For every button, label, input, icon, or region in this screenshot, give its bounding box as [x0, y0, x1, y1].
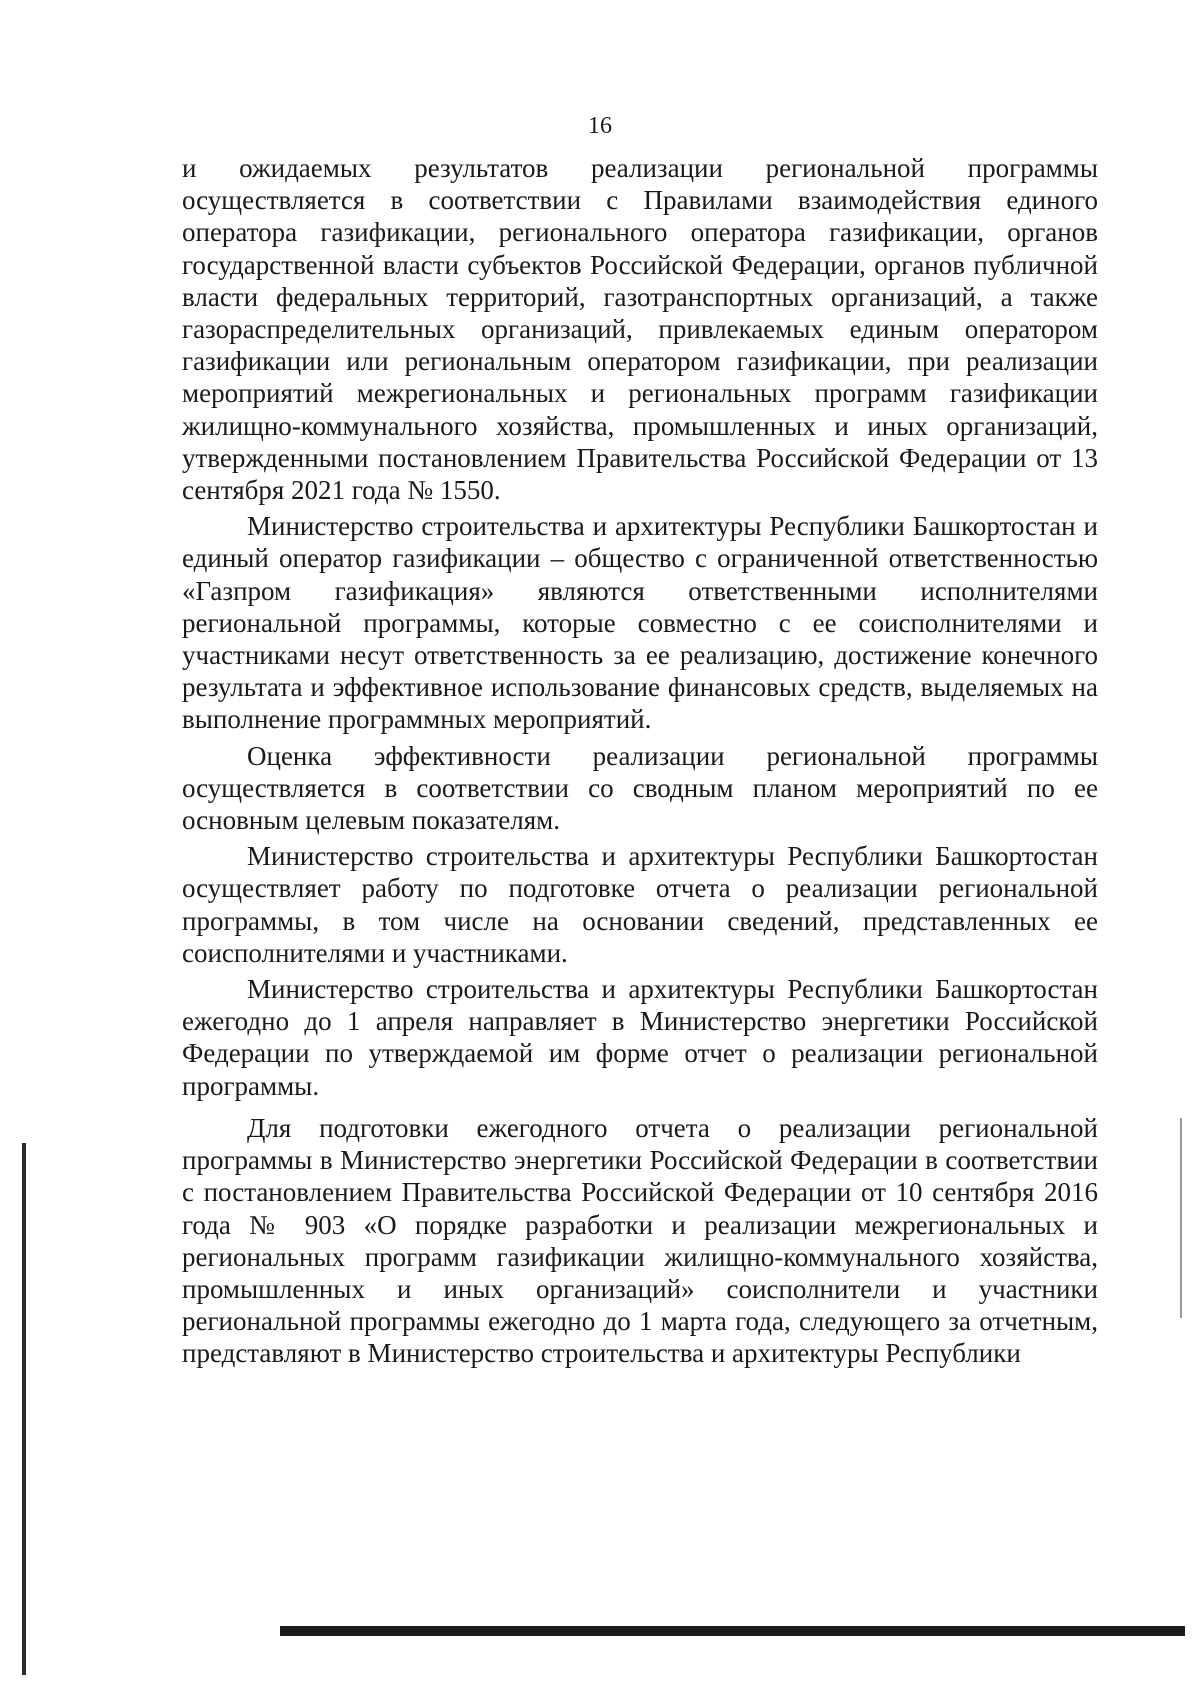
paragraph-efficiency-assessment: Оценка эффективности реализации региональной программы осуществляется в соответствии со сводным планом мероприятий по ее основным целевым показателям. [182, 740, 1098, 836]
paragraph-report-preparation: Министерство строительства и архитектуры Республики Башкортостан осуществляет работу по подготовке отчета о реализации региональной программы, в том числе на основании сведений, представленных ее соисполнителями и участниками. [182, 841, 1098, 968]
paragraph-continuation: и ожидаемых результатов реализации региональной программы осуществляется в соответствии с Правилами взаимодействия единого оператора газификации, регионального оператора газификации, органов государственной власти субъектов Российской Федерации, органов публичной власти федеральных территорий, газотранспортных организаций, а также газораспределительных организаций, привлекаемых единым оператором газификации или региональным оператором газификации, при реализации мероприятий межрегиональных и региональных программ газификации жилищно-коммунального хозяйства, промышленных и иных организаций, утвержденными постановлением Правительства Российской Федерации от 13 сентября 2021 года № 1550. [182, 153, 1098, 506]
scan-edge-right [1180, 1118, 1182, 1318]
scan-bottom-rule [280, 1626, 1185, 1636]
paragraph-report-submission: Для подготовки ежегодного отчета о реализации региональной программы в Министерство энергетики Российской Федерации в соответствии с постановлением Правительства Российской Федерации от 10 сентября 2016 года № 903 «О порядке разработки и реализации межрегиональных и региональных программ газификации жилищно-коммунального хозяйства, промышленных и иных организаций» соисполнители и участники региональной программы ежегодно до 1 марта года, следующего за отчетным, представляют в Министерство строительства и архитектуры Республики [182, 1112, 1098, 1369]
paragraph-annual-report-deadline: Министерство строительства и архитектуры Республики Башкортостан ежегодно до 1 апреля направляет в Министерство энергетики Российской Федерации по утверждаемой им форме отчет о реализации региональной программы. [182, 974, 1098, 1101]
page-number: 16 [588, 113, 612, 139]
paragraph-responsible-executors: Министерство строительства и архитектуры Республики Башкортостан и единый оператор газификации – общество с ограниченной ответственностью «Газпром газификация» являются ответственными исполнителями региональной программы, которые совместно с ее соисполнителями и участниками несут ответственность за ее реализацию, достижение конечного результата и эффективное использование финансовых средств, выделяемых на выполнение программных мероприятий. [182, 511, 1098, 735]
document-body [182, 152, 1098, 1370]
scan-edge-left [22, 1143, 26, 1675]
